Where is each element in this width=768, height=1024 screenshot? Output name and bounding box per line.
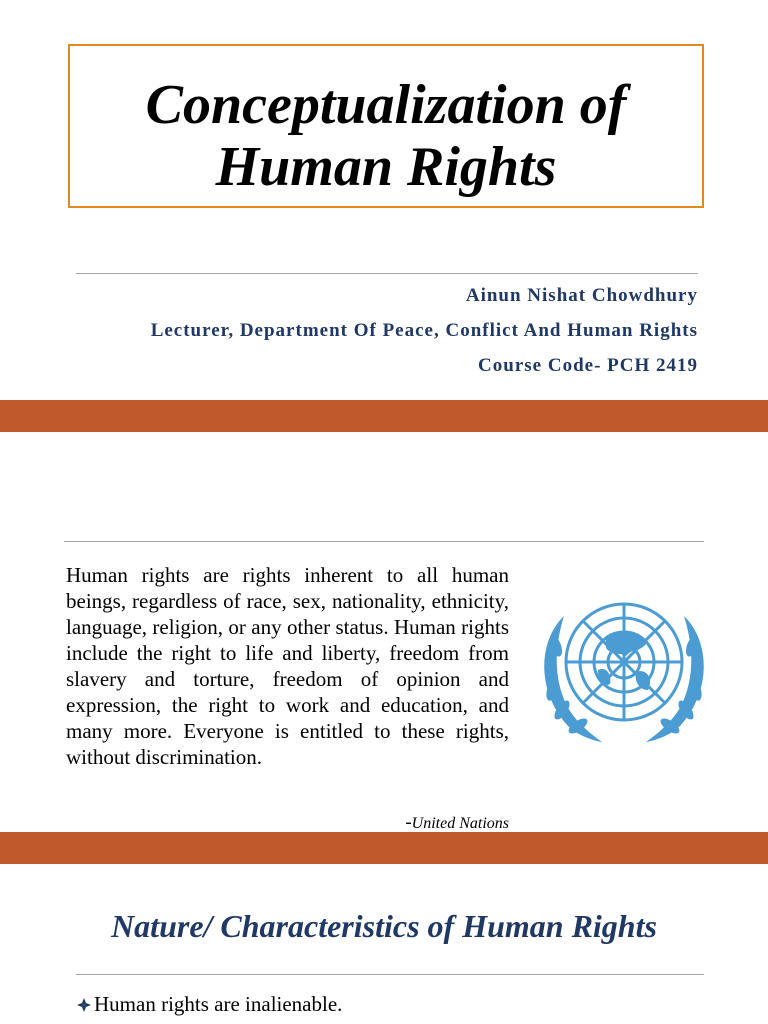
author-name: Ainun Nishat Chowdhury — [465, 285, 698, 306]
slide-title — [70, 74, 702, 198]
course-code: Course Code- PCH 2419 — [478, 355, 698, 376]
un-emblem-icon — [528, 586, 720, 746]
bullet-text: Human rights are inalienable. — [94, 992, 343, 1016]
quote-source — [405, 812, 509, 832]
title-line-1: Conceptualization of — [145, 74, 627, 136]
quote-text: Human rights are rights inherent to all human beings, regardless of race, sex, nationality, ethnicity, language, religion, or any other status. Human rights include the right to life and liberty, freedom from slavery and torture, freedom of opinion and expression, the right to work and education, and many more. Everyone is entitled to these rights, without discrimination. — [66, 563, 509, 769]
divider-line — [64, 541, 704, 542]
author-block — [78, 284, 698, 378]
title-line-2: Human Rights — [215, 136, 557, 198]
source-name: United Nations — [411, 815, 509, 832]
characteristics-slide — [0, 864, 768, 1024]
author-role: Lecturer, Department Of Peace, Conflict And Human Rights — [150, 320, 698, 341]
title-box — [68, 44, 704, 208]
section-heading: Nature/ Characteristics of Human Rights — [111, 908, 657, 944]
divider-line — [76, 273, 698, 274]
slide-separator-band — [0, 832, 768, 864]
slide-separator-band — [0, 400, 768, 432]
source-dash: - — [405, 812, 412, 832]
title-slide — [0, 0, 768, 400]
list-item — [76, 992, 342, 1017]
diamond-bullet-icon — [76, 997, 92, 1013]
quote-slide — [0, 432, 768, 832]
divider-line — [76, 974, 704, 975]
